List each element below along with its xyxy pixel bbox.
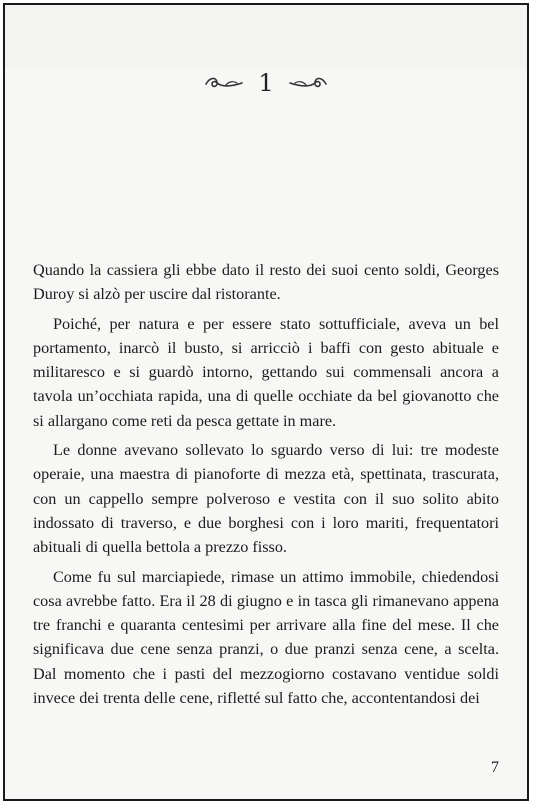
page-top-band: [5, 5, 527, 69]
chapter-number: 1: [258, 69, 274, 97]
paragraph: Poiché, per natura e per essere stato sottufficiale, aveva un bel portamento, inarcò il busto, si arricciò i baffi con gesto abituale e militaresco e si guardò intorno, gettando sui commensali ancora a tavola un’occhiata rapida, una di quelle occhiate da bel giovanotto che si allargano come reti da pesca gettate in mare.: [33, 314, 499, 430]
book-page: [3, 3, 529, 801]
chapter-heading: [5, 65, 527, 101]
right-flourish-icon: [288, 75, 328, 91]
left-flourish-icon: [204, 75, 244, 91]
paragraph: Quando la cassiera gli ebbe dato il resto dei suoi cento soldi, Georges Duroy si alzò per uscire dal ristorante.: [33, 261, 499, 304]
paragraph: Le donne avevano sollevato lo sguardo verso di lui: tre modeste operaie, una maestra di pianoforte di mezza età, spettinata, trascurata, con un cappello sempre polveroso e vestita con il suo solito abito indossato di traverso, e due borghesi con i loro mariti, frequentatori abituali di quella bettola a prezzo fisso.: [33, 441, 499, 557]
body-text: [33, 258, 499, 715]
paragraph: Come fu sul marciapiede, rimase un attimo immobile, chiedendosi cosa avrebbe fatto. Era il 28 di giugno e in tasca gli rimanevano appena tre franchi e quaranta centesimi per arrivare alla fine del mese. Il che significava due cene senza pranzi, o due pranzi senza cene, a scelta. Dal momento che i pasti del mezzogiorno costavano ventidue soldi invece dei trenta delle cene, rifletté sul fatto che, accontentandosi dei: [33, 567, 499, 708]
page-number: 7: [491, 759, 499, 776]
